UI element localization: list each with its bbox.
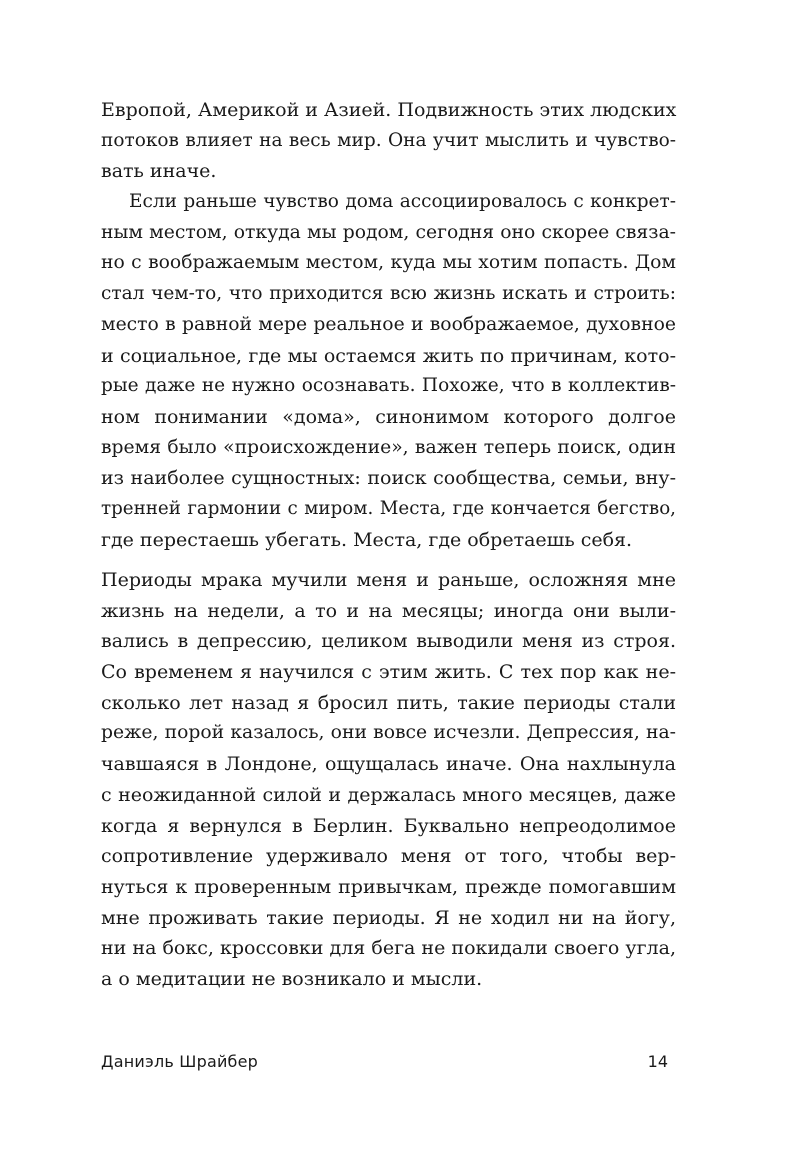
paragraph-home [101,187,676,555]
text-line: ном понимании «дома», синонимом которого долгое [101,405,676,428]
text-line: тренней гармонии с миром. Места, где кончается бегство, [101,497,676,519]
text-line: ни на бокс, кроссовки для бега не покидали своего угла, [101,937,676,960]
paragraph-continuation [101,95,676,187]
text-line: ным местом, откуда мы родом, сегодня оно скорее связа- [101,221,676,243]
text-line: рые даже не нужно осознавать. Похоже, что в коллектив- [101,375,676,397]
text-line: Европой, Америкой и Азией. Подвижность этих людских [101,99,677,121]
text-line: нуться к проверенным привычкам, прежде помогавшим [101,875,676,898]
text-section-1 [101,95,676,555]
text-line: когда я вернулся в Берлин. Буквально непреодолимое [101,814,676,837]
text-line: Со временем я научился с этим жить. С тех пор как не- [101,661,676,684]
page-number: 14 [647,1052,668,1071]
footer-author: Даниэль Шрайбер [101,1052,259,1071]
text-line: место в равной мере реальное и воображаемое, духовное [101,313,676,335]
text-line: время было «происхождение», важен теперь поиск, один [101,436,676,458]
text-line: Если раньше чувство дома ассоциировалось с конкрет- [129,191,676,213]
text-line: с неожиданной силой и держалась много месяцев, даже [101,783,676,806]
text-line: Периоды мрака мучили меня и раньше, осложняя мне [101,569,676,591]
text-line: но с воображаемым местом, куда мы хотим попасть. Дом [101,252,676,274]
text-line: реже, порой казалось, они вовсе исчезли. Депрессия, на- [101,722,676,744]
text-line: потоков влияет на весь мир. Она учит мыслить и чувство- [101,129,676,151]
text-line: вать иначе. [101,160,217,183]
text-line: сколько лет назад я бросил пить, такие периоды стали [101,691,676,714]
text-line: стал чем-то, что приходится всю жизнь искать и строить: [101,283,676,305]
text-line: чавшаяся в Лондоне, ощущалась иначе. Она нахлынула [101,753,676,776]
text-line: и социальное, где мы остаемся жить по причинам, кото- [101,344,676,367]
paragraph-depression [101,565,676,995]
text-section-2 [101,565,676,995]
text-line: сопротивление удерживало меня от того, чтобы вер- [101,845,676,868]
text-line: а о медитации не возникало и мысли. [101,967,483,990]
text-line: где перестаешь убегать. Места, где обретаешь себя. [101,528,633,551]
text-line: мне проживать такие периоды. Я не ходил ни на йогу, [101,906,676,929]
text-line: из наиболее сущностных: поиск сообщества, семьи, вну- [101,467,676,490]
text-line: вались в депрессию, целиком выводили меня из строя. [101,630,676,653]
text-line: жизнь на недели, а то и на месяцы; иногда они выли- [101,599,676,622]
